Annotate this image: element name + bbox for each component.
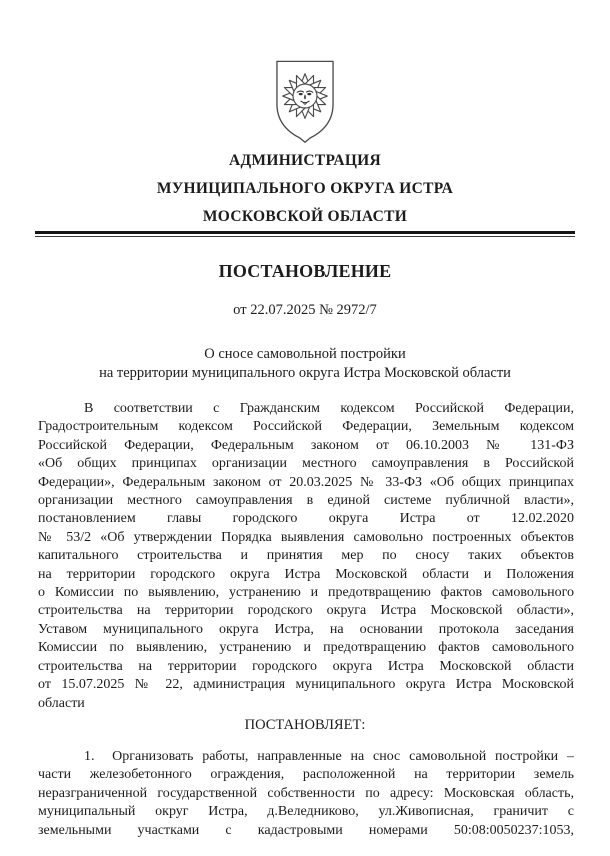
text-line: постановлением главы городского округа Истра от 12.02.2020: [38, 511, 574, 527]
emblem-container: [0, 0, 610, 144]
text-line: части железобетонного ограждения, расположенной на территории земель: [38, 767, 574, 783]
resolution-item-1: [38, 748, 574, 840]
istra-coat-of-arms-icon: [272, 58, 338, 144]
text-line: области: [38, 695, 85, 711]
text-line: 1. Организовать работы, направленные на снос самовольной постройки –: [84, 748, 574, 764]
text-line: Российской Федерации, Федеральным законом от 06.10.2003 № 131-ФЗ: [38, 437, 574, 453]
text-line: строительства на территории городского округа Истра Московской области»,: [38, 603, 574, 619]
text-line: о Комиссии по выявлению, устранению и предотвращению фактов самовольного: [38, 585, 574, 601]
text-line: неразграниченной государственной собственности по адресу: Московская область,: [38, 785, 574, 801]
document-date-number: от 22.07.2025 № 2972/7: [233, 302, 377, 318]
text-line: капитального строительства и принятия мер по сносу таких объектов: [38, 548, 574, 564]
text-line: Федерации», Федеральным законом от 20.03.2025 № 33-ФЗ «Об общих принципах: [38, 474, 574, 490]
text-line: Комиссии по выявлению, устранению и предотвращению фактов самовольного: [38, 640, 574, 656]
text-line: № 53/2 «Об утверждении Порядка выявления самовольно построенных объектов: [38, 529, 574, 545]
document-type-title: ПОСТАНОВЛЕНИЕ: [218, 261, 392, 281]
text-line: на территории городского округа Истра Московской области и Положения: [38, 566, 574, 582]
org-line-municipal-okrug: МУНИЦИПАЛЬНОГО ОКРУГА ИСТРА: [156, 180, 454, 197]
header-divider-line: [35, 231, 575, 237]
text-line: Градостроительным кодексом Российской Федерации, Земельным кодексом: [38, 419, 574, 435]
organization-name-block: [0, 147, 610, 231]
text-line: В соответствии с Гражданским кодексом Российской Федерации,: [84, 401, 574, 416]
org-line-moscow-oblast: МОСКОВСКОЙ ОБЛАСТИ: [202, 208, 408, 225]
text-line: Уставом муниципального округа Истра, на основании протокола заседания: [38, 621, 574, 637]
preamble-paragraph: [38, 400, 574, 713]
sun-face: [293, 84, 317, 108]
text-line: от 15.07.2025 № 22, администрация муниципального округа Истра Московской: [38, 677, 574, 693]
subject-line-1: О сносе самовольной постройки: [204, 346, 406, 362]
text-line: строительства на территории городского округа Истра Московской области: [38, 658, 574, 674]
resolution-keyword: ПОСТАНОВЛЯЕТ:: [244, 716, 366, 733]
text-line: земельными участками с кадастровыми номерами 50:08:0050237:1053,: [38, 822, 574, 838]
text-line: муниципальный округ Истра, д.Веледниково, ул.Живописная, граничит с: [38, 804, 574, 820]
org-line-administration: АДМИНИСТРАЦИЯ: [228, 152, 382, 169]
subject-line-2: на территории муниципального округа Истра Московской области: [99, 364, 511, 381]
text-line: организации местного самоуправления в единой системе публичной власти»,: [38, 493, 574, 509]
text-line: «Об общих принципах организации местного самоуправления в Российской: [38, 456, 574, 472]
document-subject-block: [0, 345, 610, 382]
